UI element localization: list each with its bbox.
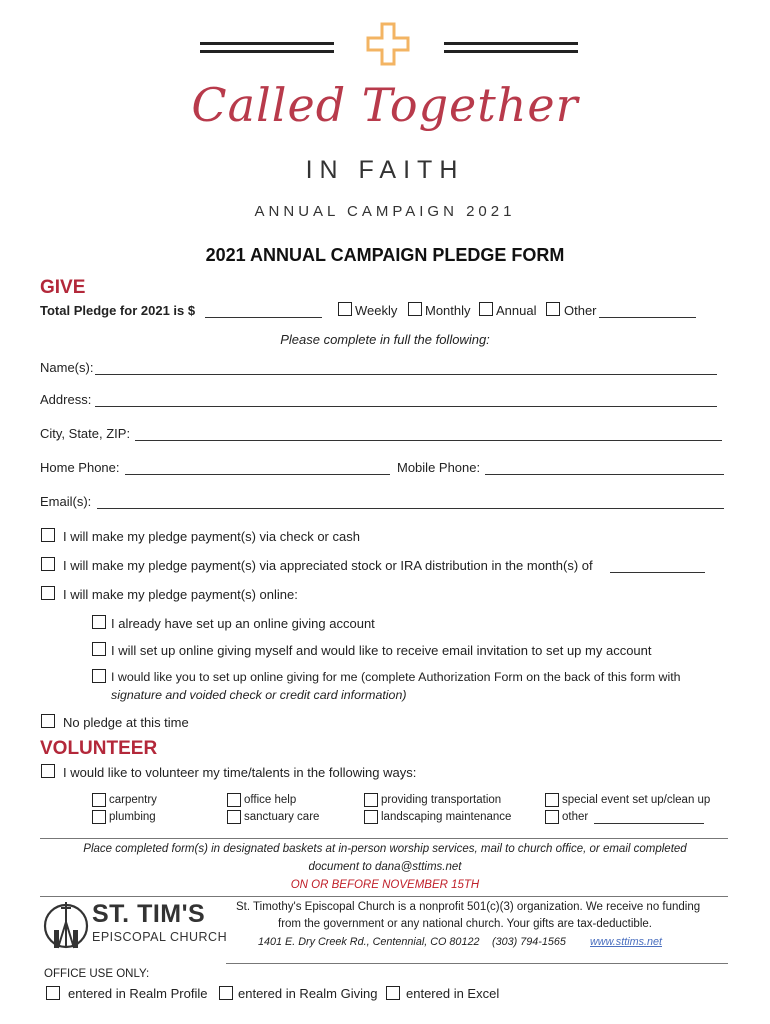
volunteer-heading: VOLUNTEER: [40, 738, 158, 759]
divider-top: [40, 838, 728, 839]
instruction-text: Please complete in full the following:: [280, 332, 490, 347]
total-pledge-input[interactable]: [205, 317, 322, 318]
excel-checkbox[interactable]: [386, 986, 400, 1000]
names-input[interactable]: [95, 374, 717, 375]
church-logo-icon: [40, 900, 92, 950]
excel-label: entered in Excel: [406, 986, 500, 1001]
church-description-1: St. Timothy's Episcopal Church is a nonprofit 501(c)(3) organization. We receive no funding: [236, 901, 701, 913]
existing-account-checkbox[interactable]: [92, 615, 106, 629]
office-divider: [226, 963, 728, 964]
transportation-label: providing transportation: [381, 794, 502, 806]
other-volunteer-label: other: [562, 811, 589, 823]
realm-profile-checkbox[interactable]: [46, 986, 60, 1000]
other-label: Other: [564, 303, 597, 318]
other-checkbox[interactable]: [546, 302, 560, 316]
weekly-checkbox[interactable]: [338, 302, 352, 316]
landscaping-checkbox[interactable]: [364, 810, 378, 824]
carpentry-label: carpentry: [109, 794, 157, 806]
total-pledge-label: Total Pledge for 2021 is $: [40, 303, 196, 318]
realm-giving-checkbox[interactable]: [219, 986, 233, 1000]
header-rule-right-2: [444, 50, 578, 53]
transportation-checkbox[interactable]: [364, 793, 378, 807]
online-payment-checkbox[interactable]: [41, 586, 55, 600]
volunteer-checkbox[interactable]: [41, 764, 55, 778]
divider-bottom: [40, 896, 728, 897]
other-volunteer-input[interactable]: [594, 823, 704, 824]
plumbing-label: plumbing: [109, 811, 156, 823]
address-label: Address:: [40, 392, 92, 407]
campaign-year: ANNUAL CAMPAIGN 2021: [254, 203, 516, 220]
church-address: 1401 E. Dry Creek Rd., Centennial, CO 80122: [258, 936, 480, 948]
monthly-checkbox[interactable]: [408, 302, 422, 316]
cross-icon: [364, 20, 412, 68]
header-rule-left-2: [200, 50, 334, 53]
office-help-label: office help: [244, 794, 297, 806]
home-phone-label: Home Phone:: [40, 460, 120, 475]
sanctuary-care-checkbox[interactable]: [227, 810, 241, 824]
form-title: 2021 ANNUAL CAMPAIGN PLEDGE FORM: [205, 245, 565, 265]
check-cash-checkbox[interactable]: [41, 528, 55, 542]
give-heading: GIVE: [40, 277, 86, 298]
sanctuary-care-label: sanctuary care: [244, 811, 320, 823]
landscaping-label: landscaping maintenance: [381, 811, 512, 823]
mobile-phone-input[interactable]: [485, 474, 724, 475]
church-logo-sub: EPISCOPAL CHURCH: [92, 930, 228, 944]
submission-line1: Place completed form(s) in designated baskets at in-person worship services, mail to church office, or email completed: [83, 843, 687, 855]
realm-giving-label: entered in Realm Giving: [238, 986, 378, 1001]
emails-label: Email(s):: [40, 494, 92, 509]
office-help-checkbox[interactable]: [227, 793, 241, 807]
church-description-2: from the government or any national church. Your gifts are tax-deductible.: [278, 918, 652, 930]
church-setup-label-cont: signature and voided check or credit card information): [111, 688, 407, 702]
online-payment-label: I will make my pledge payment(s) online:: [63, 587, 298, 602]
self-setup-checkbox[interactable]: [92, 642, 106, 656]
church-logo-name: ST. TIM'S: [92, 900, 206, 928]
church-website-link[interactable]: www.sttims.net: [590, 936, 662, 948]
campaign-script-title: Called Together: [191, 78, 579, 132]
submission-line2: document to dana@sttims.net: [308, 861, 462, 873]
other-volunteer-checkbox[interactable]: [545, 810, 559, 824]
check-cash-label: I will make my pledge payment(s) via check or cash: [63, 529, 360, 544]
church-phone: (303) 794-1565: [492, 936, 566, 948]
stock-ira-checkbox[interactable]: [41, 557, 55, 571]
no-pledge-checkbox[interactable]: [41, 714, 55, 728]
stock-month-input[interactable]: [610, 572, 705, 573]
emails-input[interactable]: [97, 508, 724, 509]
deadline-text: ON OR BEFORE NOVEMBER 15TH: [290, 879, 480, 891]
existing-account-label: I already have set up an online giving account: [111, 616, 375, 631]
realm-profile-label: entered in Realm Profile: [68, 986, 208, 1001]
mobile-phone-label: Mobile Phone:: [397, 460, 481, 475]
names-label: Name(s):: [40, 360, 94, 375]
special-event-checkbox[interactable]: [545, 793, 559, 807]
other-input[interactable]: [599, 317, 696, 318]
office-use-label: OFFICE USE ONLY:: [44, 968, 150, 980]
city-state-zip-input[interactable]: [135, 440, 722, 441]
carpentry-checkbox[interactable]: [92, 793, 106, 807]
header-rule-left: [200, 42, 334, 45]
church-setup-label: I would like you to set up online giving for me (complete Authorization Form on the back of this form with: [111, 670, 681, 684]
campaign-subtitle: IN FAITH: [305, 156, 465, 184]
church-setup-checkbox[interactable]: [92, 669, 106, 683]
plumbing-checkbox[interactable]: [92, 810, 106, 824]
header-rule-right: [444, 42, 578, 45]
weekly-label: Weekly: [355, 303, 398, 318]
address-input[interactable]: [95, 406, 717, 407]
monthly-label: Monthly: [425, 303, 471, 318]
home-phone-input[interactable]: [125, 474, 390, 475]
annual-checkbox[interactable]: [479, 302, 493, 316]
no-pledge-label: No pledge at this time: [63, 715, 189, 730]
volunteer-intro: I would like to volunteer my time/talents in the following ways:: [63, 765, 417, 780]
self-setup-label: I will set up online giving myself and would like to receive email invitation to set up my account: [111, 643, 652, 658]
stock-ira-label: I will make my pledge payment(s) via appreciated stock or IRA distribution in the month(s) of: [63, 558, 593, 573]
special-event-label: special event set up/clean up: [562, 794, 711, 806]
city-state-zip-label: City, State, ZIP:: [40, 426, 131, 441]
annual-label: Annual: [496, 303, 537, 318]
